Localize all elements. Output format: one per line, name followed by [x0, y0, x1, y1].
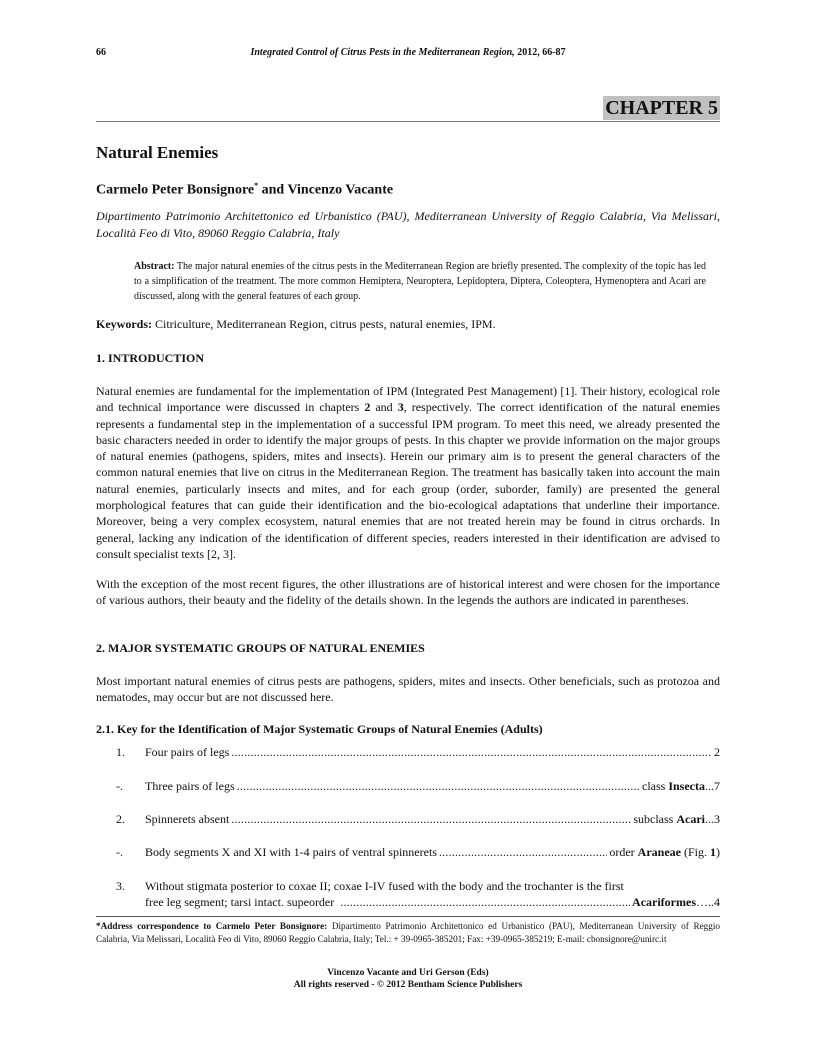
key-number: -. — [116, 845, 123, 859]
chapter-title: Natural Enemies — [96, 143, 219, 162]
key-figure-ref-close: ) — [716, 845, 720, 859]
key-number: 1. — [116, 745, 125, 759]
footnote-text: Dipartimento Patrimonio Architettonico ed Urbanistico (PAU), Mediterranean University of Reggio Calabria, Via Melissari, Località Feo di Vito, 89060 Reggio Calabria, Italy; Tel.: + 39-0965-385201; Fax: +39-0965-385219; E-mail: cbonsignore@unirc.it — [96, 921, 720, 944]
key-goto: ...7 — [705, 779, 720, 793]
key-description: Without stigmata posterior to coxae II; coxae I-IV fused with the body and the trochanter is the first — [145, 879, 624, 893]
header-divider — [96, 121, 720, 122]
key-description: Spinnerets absent — [145, 812, 230, 826]
key-description: Body segments X and XI with 1-4 pairs of ventral spinnerets — [145, 845, 437, 859]
intro-text-a: Natural enemies are fundamental for the implementation of IPM (Integrated Pest Management) [1]. Their history, ecological role and technical importance were discussed in chapters — [96, 384, 720, 415]
chapter-label: CHAPTER 5 — [605, 97, 718, 119]
key-description-line-1 — [145, 878, 720, 894]
key-taxon: Araneae — [637, 845, 681, 859]
key-result — [714, 744, 720, 760]
leader-dots — [237, 778, 640, 794]
key-result — [609, 844, 720, 860]
key-number: 3. — [116, 879, 125, 893]
journal-year-pages: 2012, 66-87 — [514, 47, 566, 58]
chapter-ref-2: 2 — [364, 400, 371, 415]
key-description-continued: free leg segment; tarsi intact. supeorder — [145, 895, 335, 909]
key-figure-ref-text: (Fig. — [680, 845, 710, 859]
chapter-ref-3: 3 — [397, 400, 404, 415]
intro-text-c: and — [370, 400, 398, 415]
footnote-divider — [96, 916, 720, 917]
keywords-text: Citriculture, Mediterranean Region, citrus pests, natural enemies, IPM. — [152, 317, 496, 331]
key-goto: ...3 — [705, 812, 720, 826]
authors — [96, 181, 393, 199]
leader-dots — [231, 744, 712, 760]
author-rest: and Vincenzo Vacante — [258, 182, 394, 198]
copyright-line: All rights reserved - © 2012 Bentham Science Publishers — [293, 980, 523, 990]
key-taxon: Insecta — [668, 779, 705, 793]
leader-dots — [439, 844, 607, 860]
subsection-heading-key: 2.1. Key for the Identification of Major Systematic Groups of Natural Enemies (Adults) — [96, 722, 543, 736]
correspondence-footnote — [96, 920, 720, 946]
key-figure-number: 1 — [710, 845, 716, 859]
key-taxon: Acari — [676, 812, 705, 826]
key-taxon: Acariformes — [632, 895, 696, 909]
corresponding-marker: * — [254, 181, 259, 190]
key-number: -. — [116, 779, 123, 793]
leader-dots — [340, 894, 630, 910]
intro-text-d: , respectively. The correct identification of the natural enemies represents a fundamental step in the implementation of a successful IPM program. To meet this need, we already presented the basic characters needed in order to identify the major groups of pests. In this chapter we provide information on the major groups of natural enemies (pathogens, spiders, mites and insects). Herein our primary aim is to present the general characters of the common natural enemies that live on citrus in the Mediterranean Region. The treatment has basically taken into account the main natural enemies, particularly insects and mites, and for each group (order, suborder, family) are presented the general morphological features that can guide their identification and the bio-ecological adaptations that underline their importance. Moreover, being a very complex ecosystem, natural enemies that are not treated herein may be found in citrus orchards. In general, lacking any indication of the identification of different species, readers interested in their identification are advised to consult specialist texts [2, 3]. — [96, 400, 720, 561]
journal-title: Integrated Control of Citrus Pests in the Mediterranean Region, — [250, 47, 515, 58]
journal-citation — [96, 47, 720, 58]
keywords — [96, 317, 496, 332]
key-rank: class — [642, 779, 669, 793]
key-result — [642, 778, 720, 794]
key-goto: …..4 — [696, 895, 720, 909]
intro-paragraph-2: With the exception of the most recent figures, the other illustrations are of historical interest and were chosen for the importance of various authors, their beauty and the fidelity of the details shown. In the legends the authors are indicated in parentheses. — [96, 577, 720, 608]
publisher-info — [96, 967, 720, 991]
key-result — [632, 894, 720, 910]
major-groups-paragraph: Most important natural enemies of citrus pests are pathogens, spiders, mites and insects. Other beneficials, such as protozoa and nematodes, may occur but are not discussed here. — [96, 674, 720, 705]
abstract — [134, 259, 706, 304]
section-heading-major-groups: 2. MAJOR SYSTEMATIC GROUPS OF NATURAL ENEMIES — [96, 641, 425, 655]
editors-line: Vincenzo Vacante and Uri Gerson (Eds) — [327, 968, 489, 978]
section-heading-introduction: 1. INTRODUCTION — [96, 351, 205, 365]
page-number: 66 — [96, 47, 106, 58]
affiliation: Dipartimento Patrimonio Architettonico ed Urbanistico (PAU), Mediterranean University of Reggio Calabria, Via Melissari, Località Feo di Vito, 89060 Reggio Calabria, Italy — [96, 209, 720, 240]
abstract-text: The major natural enemies of the citrus pests in the Mediterranean Region are briefly presented. The complexity of the topic has led to a simplification of the treatment. The more common Hemiptera, Neuroptera, Lepidoptera, Diptera, Coleoptera, Hymenoptera and Acari are discussed, along with the general features of each group. — [134, 261, 706, 302]
leader-dots — [231, 811, 631, 827]
key-number: 2. — [116, 812, 125, 826]
footnote-label: *Address correspondence to Carmelo Peter Bonsignore: — [96, 921, 328, 931]
key-description: Four pairs of legs — [145, 745, 230, 759]
key-description: Three pairs of legs — [145, 779, 235, 793]
author-first: Carmelo Peter Bonsignore — [96, 182, 255, 198]
abstract-label: Abstract: — [134, 261, 175, 272]
keywords-label: Keywords: — [96, 317, 152, 331]
key-rank: order — [609, 845, 638, 859]
key-result — [633, 811, 720, 827]
intro-paragraph-1 — [96, 383, 720, 562]
key-rank: subclass — [633, 812, 677, 826]
key-goto: 2 — [714, 745, 720, 759]
